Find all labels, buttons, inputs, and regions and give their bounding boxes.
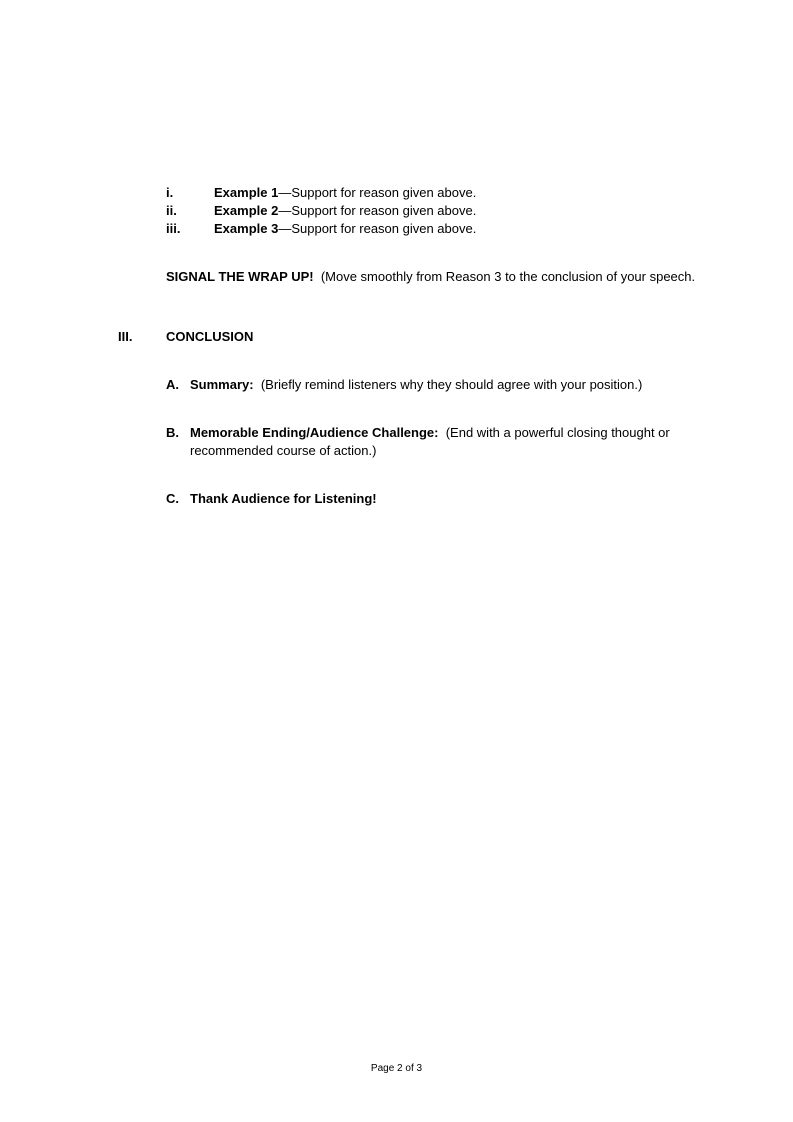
item-letter: A. [166, 377, 179, 392]
list-item-text [214, 202, 476, 220]
example-description: —Support for reason given above. [278, 203, 477, 218]
item-text: (End with a powerful closing thought or recommended course of action.) [190, 425, 670, 458]
list-item [166, 220, 726, 238]
item-body [190, 490, 710, 508]
item-label: Thank Audience for Listening! [190, 491, 377, 506]
signal-label: SIGNAL THE WRAP UP! [166, 269, 314, 284]
item-text: (Briefly remind listeners why they should agree with your position.) [260, 377, 643, 392]
page-footer: Page 2 of 3 [370, 1063, 423, 1074]
list-item [166, 184, 726, 202]
example-label: Example 3 [214, 221, 279, 236]
signal-paragraph [166, 268, 695, 286]
list-numeral: iii. [166, 221, 181, 236]
item-label: Summary: [190, 377, 254, 392]
example-label: Example 1 [214, 185, 279, 200]
list-item-text [214, 184, 476, 202]
list-item [166, 202, 726, 220]
example-description: —Support for reason given above. [278, 221, 477, 236]
list-numeral: i. [166, 185, 174, 200]
list-item-text [214, 220, 476, 238]
item-body [190, 424, 690, 460]
item-letter: C. [166, 491, 179, 506]
section-title: CONCLUSION [166, 329, 254, 344]
item-label: Memorable Ending/Audience Challenge: [190, 425, 439, 440]
item-letter: B. [166, 425, 179, 440]
example-label: Example 2 [214, 203, 279, 218]
item-body [190, 376, 710, 394]
example-description: —Support for reason given above. [278, 185, 477, 200]
section-numeral: III. [118, 329, 133, 344]
list-numeral: ii. [166, 203, 177, 218]
signal-text: (Move smoothly from Reason 3 to the conclusion of your speech. [320, 269, 696, 284]
